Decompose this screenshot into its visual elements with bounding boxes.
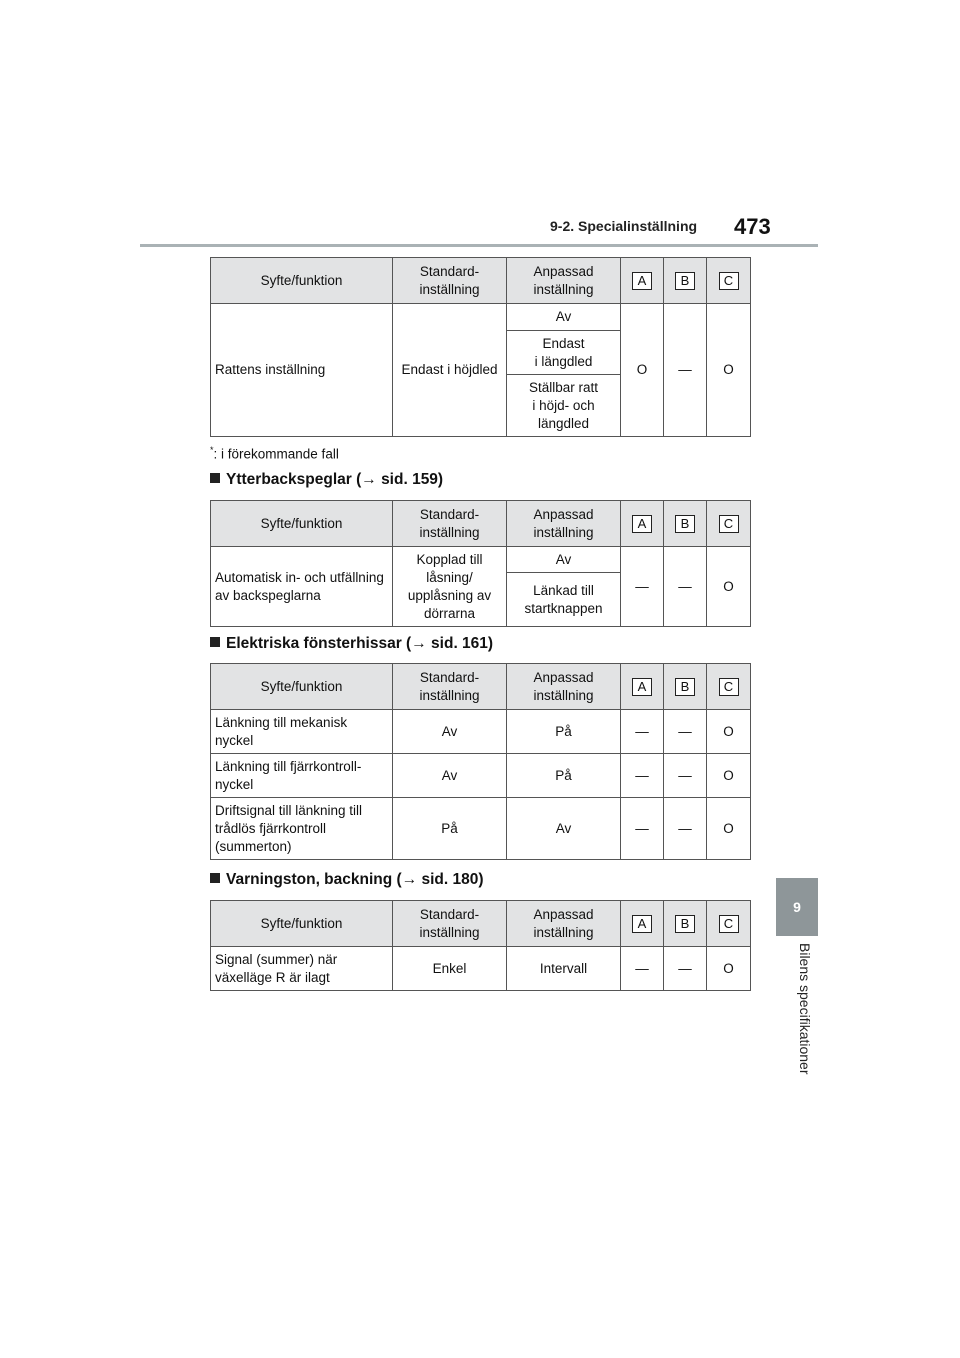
a-cell: —: [621, 947, 664, 991]
bullet-square: [210, 873, 220, 883]
a-label: A: [632, 515, 652, 533]
table-row: [211, 304, 751, 331]
c-label: C: [719, 515, 739, 533]
col-default: Standard- inställning: [393, 501, 507, 547]
custom-cell: Av: [507, 798, 621, 860]
col-c: [707, 664, 751, 710]
section-title: [210, 871, 484, 889]
section-heading: 9-2. Specialinställning: [550, 218, 698, 234]
col-function: Syfte/funktion: [211, 664, 393, 710]
header-divider: [140, 244, 818, 247]
b-label: B: [675, 915, 695, 933]
bullet-square: [210, 473, 220, 483]
b-label: B: [675, 515, 695, 533]
footnote: [210, 445, 339, 462]
col-custom: Anpassad inställning: [507, 501, 621, 547]
table-row: [211, 547, 751, 573]
col-a: [621, 258, 664, 304]
col-function: Syfte/funktion: [211, 901, 393, 947]
function-cell: Rattens inställning: [211, 304, 393, 437]
arrow-icon: →: [411, 635, 427, 652]
custom-cell: Ställbar ratt i höjd- och längdled: [507, 375, 621, 437]
table-reverse-warning: [210, 900, 751, 991]
footnote-text: : i förekommande fall: [213, 446, 339, 462]
col-default: Standard- inställning: [393, 664, 507, 710]
col-c: [707, 901, 751, 947]
arrow-icon: →: [361, 471, 377, 488]
c-cell: O: [707, 547, 751, 627]
table-windows: [210, 663, 751, 860]
b-label: B: [675, 272, 695, 290]
col-b: [664, 258, 707, 304]
a-label: A: [632, 678, 652, 696]
col-a: [621, 664, 664, 710]
col-custom: Anpassad inställning: [507, 258, 621, 304]
section-ref[interactable]: sid. 180): [421, 871, 484, 888]
default-cell: Av: [393, 754, 507, 798]
table-mirrors: [210, 500, 751, 627]
default-cell: Av: [393, 710, 507, 754]
col-a: [621, 501, 664, 547]
custom-cell: Av: [507, 547, 621, 573]
c-label: C: [719, 272, 739, 290]
default-cell: Kopplad till låsning/ upplåsning av dörrarna: [393, 547, 507, 627]
table-row: [211, 947, 751, 991]
b-cell: —: [664, 947, 707, 991]
function-cell: Signal (summer) när växelläge R är ilagt: [211, 947, 393, 991]
col-function: Syfte/funktion: [211, 501, 393, 547]
chapter-label: Bilens specifikationer: [797, 943, 813, 1075]
col-default: Standard- inställning: [393, 901, 507, 947]
section-title: [210, 471, 443, 489]
b-label: B: [675, 678, 695, 696]
b-cell: —: [664, 798, 707, 860]
col-function: Syfte/funktion: [211, 258, 393, 304]
b-cell: —: [664, 547, 707, 627]
a-label: A: [632, 915, 652, 933]
chapter-tab[interactable]: [776, 878, 818, 936]
custom-cell: Av: [507, 304, 621, 331]
function-cell: Länkning till fjärrkontroll- nyckel: [211, 754, 393, 798]
a-cell: —: [621, 798, 664, 860]
table-row: [211, 798, 751, 860]
table-steering: [210, 257, 751, 437]
b-cell: —: [664, 754, 707, 798]
default-cell: På: [393, 798, 507, 860]
a-label: A: [632, 272, 652, 290]
table-header-row: [211, 501, 751, 547]
c-cell: O: [707, 304, 751, 437]
section-ref[interactable]: sid. 161): [431, 635, 494, 652]
col-default: Standard- inställning: [393, 258, 507, 304]
custom-cell: Endast i längdled: [507, 331, 621, 375]
custom-cell: Länkad till startknappen: [507, 573, 621, 627]
col-custom: Anpassad inställning: [507, 901, 621, 947]
a-cell: —: [621, 754, 664, 798]
custom-cell: På: [507, 754, 621, 798]
custom-cell: Intervall: [507, 947, 621, 991]
col-c: [707, 501, 751, 547]
col-a: [621, 901, 664, 947]
c-cell: O: [707, 798, 751, 860]
section-ref[interactable]: sid. 159): [381, 471, 444, 488]
a-cell: O: [621, 304, 664, 437]
c-cell: O: [707, 754, 751, 798]
section-title-text: Elektriska fönsterhissar (: [226, 635, 412, 652]
function-cell: Automatisk in- och utfällning av backspeglarna: [211, 547, 393, 627]
table-header-row: [211, 664, 751, 710]
col-b: [664, 901, 707, 947]
custom-cell: På: [507, 710, 621, 754]
col-custom: Anpassad inställning: [507, 664, 621, 710]
col-b: [664, 501, 707, 547]
bullet-square: [210, 637, 220, 647]
chapter-number: 9: [793, 899, 801, 915]
arrow-icon: →: [401, 871, 418, 888]
function-cell: Länkning till mekanisk nyckel: [211, 710, 393, 754]
table-header-row: [211, 258, 751, 304]
table-row: [211, 754, 751, 798]
c-label: C: [719, 678, 739, 696]
c-label: C: [719, 915, 739, 933]
default-cell: Endast i höjdled: [393, 304, 507, 437]
col-b: [664, 664, 707, 710]
function-cell: Driftsignal till länkning till trådlös fjärrkontroll (summerton): [211, 798, 393, 860]
c-cell: O: [707, 710, 751, 754]
default-cell: Enkel: [393, 947, 507, 991]
a-cell: —: [621, 547, 664, 627]
c-cell: O: [707, 947, 751, 991]
col-c: [707, 258, 751, 304]
section-title-text: Ytterbackspeglar (: [226, 471, 362, 488]
section-title: [210, 635, 493, 653]
table-header-row: [211, 901, 751, 947]
table-row: [211, 710, 751, 754]
a-cell: —: [621, 710, 664, 754]
b-cell: —: [664, 304, 707, 437]
page-number: 473: [734, 214, 771, 239]
footnote-mark: *: [210, 445, 214, 455]
b-cell: —: [664, 710, 707, 754]
section-title-text: Varningston, backning (: [226, 871, 402, 888]
